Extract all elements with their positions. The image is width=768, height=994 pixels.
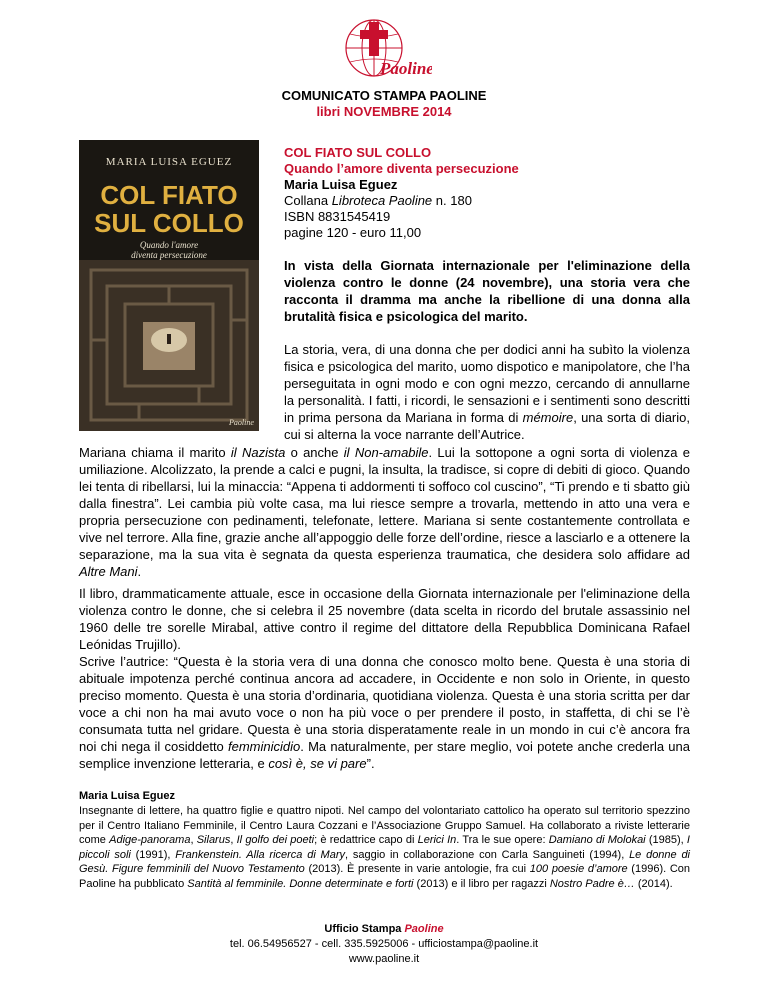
book-isbn: ISBN 8831545419 — [284, 209, 391, 224]
body-paragraph-1: Mariana chiama il marito il Nazista o anche il Non-amabile. Lui la sottopone a ogni sorta di violenza e umiliazione. Alcolizzato, la prende a calci e pugni, la insulta, la tradisce, si copre di debiti di gioco. Quando lei tenta di ribellarsi, lui la minaccia: “Appena ti addormenti ti soffoco col cuscino”, “Ti prendo e ti sbatto giù dalla finestra”. Lei cambia più volte casa, ma lui riesce sempre a trovarla, mettendo in atto una vera e propria persecuzione con pedinamenti, telefonate, lettere. Mariana si sente costantemente controllata e vive nel terrore. Alla fine, grazie anche all’appoggio delle forze dell’ordine, riesce a lasciarlo e a ottenere la separazione, ma la sua vita è segnata da questa esperienza traumatica, che desidera solo affidare ad Altre Mani. — [79, 445, 690, 579]
lead-paragraph: In vista della Giornata internazionale per l'eliminazione della violenza contro le donne (24 novembre), una storia vera che racconta il dramma ma anche la ribellione di una donna alla brutalità fisica e psicologica del marito. — [284, 258, 690, 324]
cover-title-line2: SUL COLLO — [94, 208, 244, 238]
bio-paragraph: Insegnante di lettere, ha quattro figlie e quattro nipoti. Nel campo del volontariato cattolico ha operato sul territorio spezzino per il Centro Italiano Femminile, il Centro Laura Cozzani e l’Associazione Gruppo Samuel. Ha collaborato a riviste letterarie come Adige-panorama, Silarus, Il golfo dei poeti; è redattrice capo di Lerici In. Tra le sue opere: Damiano di Molokai (1985), I piccoli soli (1991), Frankenstein. Alla ricerca di Mary, saggio in collaborazione con Carla Sanguineti (1994), Le donne di Gesù. Figure femminili del Nuovo Testamento (2013). È presente in varie antologie, fra cui 100 poesie d’amore (1996). Con Paoline ha pubblicato Santità al femminile. Donne determinate e forti (2013) e il libro per ragazzi Nostro Padre è… (2014). — [79, 805, 691, 890]
paoline-logo — [336, 14, 432, 84]
story-paragraph: La storia, vera, di una donna che per dodici anni ha subìto la violenza fisica e psicologica del marito, uomo dispotico e manipolatore, che l’ha perseguitata in ogni modo e con ogni mezzo, cercando di annullarne la personalità. I fatti, i ricordi, le sensazioni e i sentimenti sono descritti in prima persona da Mariana in forma di mémoire, una sorta di diario, cui si alterna la voce narrante dell’Autrice. — [284, 342, 690, 442]
book-cover — [79, 140, 259, 431]
book-title: COL FIATO SUL COLLO — [284, 145, 432, 160]
cover-publisher-logo: Paoline — [229, 418, 254, 427]
logo-text: Paoline — [380, 59, 432, 78]
press-release-subtitle: libri NOVEMBRE 2014 — [316, 104, 452, 119]
body-paragraph-3: Scrive l’autrice: “Questa è la storia vera di una donna che conosco molto bene. Questa è una storia di abituale impotenza perché continua ancora ad accadere, in Occidente e non solo in Oriente, in questo preciso momento. Questa è una storia d’ordinaria, quotidiana violenza. Questa è una storia scritta per dar voce a chi non ha mai avuto voce o non ha più voce o per prendere il posto, in staffetta, di chi se l’è consumata tutta nel gridare. Questa è una storia disperatamente reale in un mondo in cui c’è ancora fra noi chi nega il cosiddetto femminicidio. Ma naturalmente, per stare meglio, voi potete anche crederla una semplice invenzione letteraria, e così è, se vi pare”. — [79, 654, 690, 771]
cover-subtitle-line2: diventa persecuzione — [131, 250, 207, 260]
book-price: pagine 120 - euro 11,00 — [284, 225, 422, 240]
book-subtitle: Quando l’amore diventa persecuzione — [284, 161, 519, 176]
footer-website[interactable]: www.paoline.it — [348, 953, 420, 965]
press-release-title: COMUNICATO STAMPA PAOLINE — [281, 88, 487, 103]
book-collana: Collana Libroteca Paoline n. 180 — [284, 193, 472, 208]
book-details — [284, 145, 690, 443]
book-author: Maria Luisa Eguez — [284, 177, 398, 192]
footer-office: Ufficio Stampa Paoline — [324, 923, 444, 935]
bio-heading: Maria Luisa Eguez — [79, 790, 175, 802]
cover-subtitle-line1: Quando l'amore — [139, 240, 199, 250]
body-paragraph-2: Il libro, drammaticamente attuale, esce in occasione della Giornata internazionale per l'eliminazione della violenza contro le donne, che si celebra il 25 novembre (data scelta in ricordo del brutale assassinio nel 1960 delle tre sorelle Mirabal, attive contro il regime del dittatore della Repubblica Dominicana Rafael Leónidas Trujillo). — [79, 586, 690, 652]
cover-author: MARIA LUISA EGUEZ — [105, 156, 233, 168]
footer-contacts: tel. 06.54956527 - cell. 335.5925006 - ufficiostampa@paoline.it — [229, 938, 539, 950]
cover-title-line1: COL FIATO — [100, 180, 238, 210]
